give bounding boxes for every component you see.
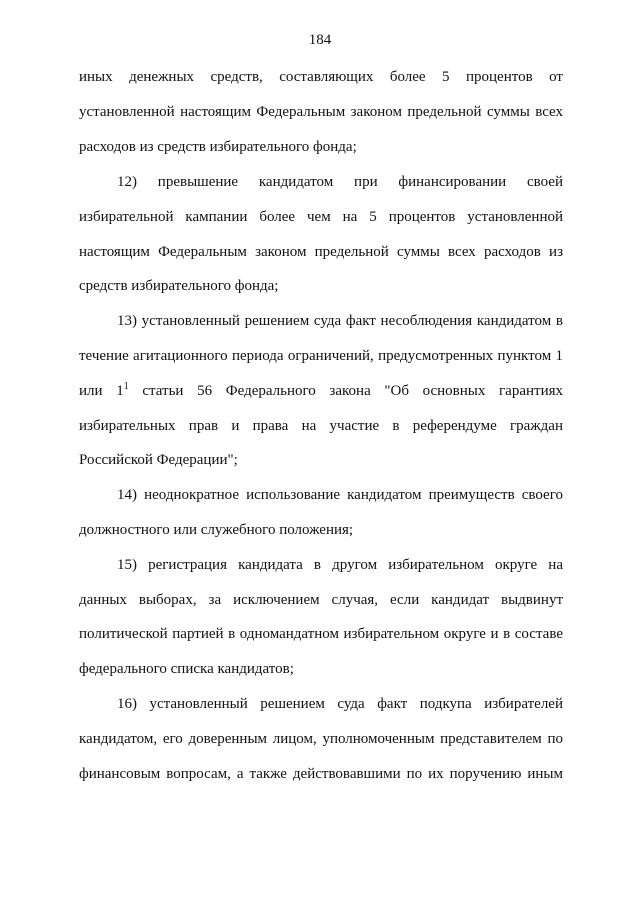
superscript: 1: [123, 381, 129, 392]
text-line: кандидатом, его доверенным лицом, уполномоченным представителем по: [79, 731, 563, 747]
page-number: 184: [308, 32, 332, 48]
text-line: настоящим Федеральным законом предельной суммы всех расходов из: [79, 244, 563, 260]
list-item-12-first-line: 12) превышение кандидатом при финансировании своей: [117, 174, 563, 190]
text-segment: или 1: [79, 383, 124, 399]
text-line: данных выборах, за исключением случая, если кандидат выдвинут: [79, 592, 563, 608]
list-item-13-first-line: 13) установленный решением суда факт несоблюдения кандидатом в: [117, 313, 563, 329]
text-line: установленной настоящим Федеральным законом предельной суммы всех: [79, 104, 563, 120]
text-line: расходов из средств избирательного фонда;: [79, 139, 357, 155]
text-line: должностного или служебного положения;: [79, 522, 354, 538]
list-item-15-first-line: 15) регистрация кандидата в другом избирательном округе на: [117, 557, 563, 573]
text-segment: статьи 56 Федерального закона "Об основных гарантиях: [128, 383, 563, 399]
text-line-with-superscript: [79, 381, 563, 401]
list-item-14-first-line: 14) неоднократное использование кандидатом преимуществ своего: [117, 487, 563, 503]
text-line: средств избирательного фонда;: [79, 278, 279, 294]
text-line: течение агитационного периода ограничений, предусмотренных пунктом 1: [79, 348, 563, 364]
list-item-16-first-line: 16) установленный решением суда факт подкупа избирателей: [117, 696, 563, 712]
text-line: избирательной кампании более чем на 5 процентов установленной: [79, 209, 563, 225]
text-line: Российской Федерации";: [79, 452, 238, 468]
text-line: иных денежных средств, составляющих более 5 процентов от: [79, 69, 563, 85]
text-line: федерального списка кандидатов;: [79, 661, 294, 677]
text-line: политической партией в одномандатном избирательном округе и в составе: [79, 626, 563, 642]
text-line: избирательных прав и права на участие в референдуме граждан: [79, 418, 563, 434]
text-line: финансовым вопросам, а также действовавшими по их поручению иным: [79, 766, 563, 782]
